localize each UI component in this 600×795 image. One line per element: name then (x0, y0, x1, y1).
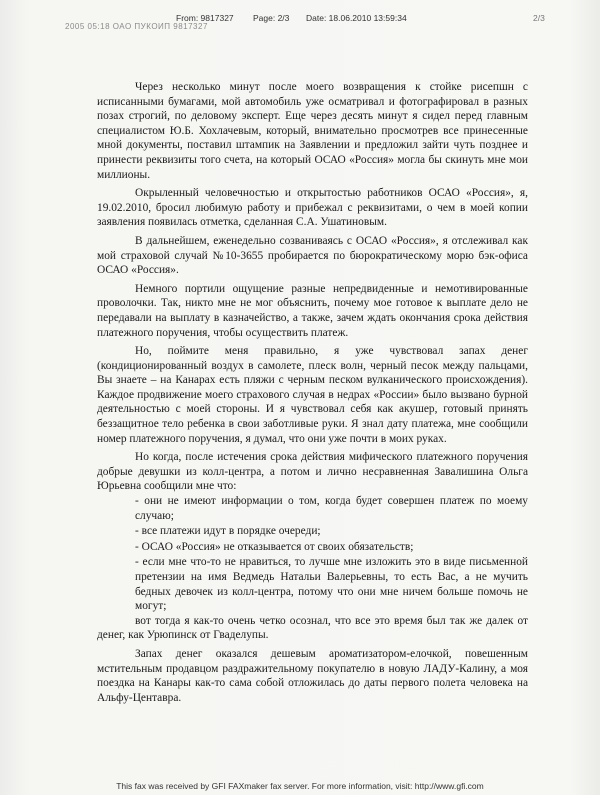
fax-page-mark: 2/3 (533, 13, 545, 23)
paragraph: В дальнейшем, еженедельно созваниваясь с ОСАО «Россия», я отслеживал как мой страховой случай №10-3655 пробирается по бюрократическому морю бэк-офиса ОСАО «Россия». (97, 234, 528, 277)
list-item: - они не имеют информации о том, когда будет совершен платеж по моему случаю; (135, 495, 528, 522)
paragraph: Но когда, после истечения срока действия мифического платежного поручения добрые девушки из колл-центра, а потом и лично несравненная Завалишина Ольга Юрьевна сообщили мне что: (97, 451, 528, 493)
list-item: - если мне что-то не нравиться, то лучше мне изложить это в виде письменной претензии на имя Ведмедь Натальи Валерьевны, то есть Вас, а не мучить бедных девочек из колл-центра, потому что они мне ничем больше помочь не могут; (135, 556, 528, 613)
paragraph: вот тогда я как-то очень четко осознал, что все это время был так же далек от денег, как Урюпинск от Гваделупы. (97, 614, 528, 642)
fax-footer: This fax was received by GFI FAXmaker fax server. For more information, visit: http://www.gfi.com (116, 781, 484, 791)
fax-date: Date: 18.06.2010 13:59:34 (306, 13, 407, 23)
fax-transmission-line: 2005 05:18 ОАО ПУКОИП 9817327 (65, 22, 208, 31)
fax-from: From: 9817327 (176, 13, 234, 23)
list-item: - все платежи идут в порядке очереди; (135, 525, 321, 538)
paragraph: Через несколько минут после моего возвращения к стойке рисепшн с исписанными бумагами, мой автомобиль уже осматривал и фотографировал в разных позах строгий, по деловому эксперт. Еще через десять минут я сидел перед главным специалистом Ю.Б. Хохлачевым, который, внимательно просмотрев все принесенные мной документы, поставил штампик на Заявлении и предложил зайти чуть позднее и принести реквизиты того счета, на который ОСАО «Россия» могла бы скинуть мне мои миллионы. (97, 81, 528, 181)
paragraph: Но, поймите меня правильно, я уже чувствовал запах денег (кондиционированный воздух в самолете, плеск волн, черный песок между пальцами, Вы знаете – на Канарах есть пляжи с черным песком вулканического происхождения). Каждое продвижение моего страхового случая в недрах «России» было вызвано бурной деятельностью с моей стороны. И я чувствовал себя как акушер, готовый принять беззащитное тело ребенка в свои заботливые руки. Я знал дату платежа, мне сообщили номер платежного поручения, я думал, что они уже почти в моих руках. (97, 345, 528, 445)
paragraph: Окрыленный человечностью и открытостью работников ОСАО «Россия», я, 19.02.2010, бросил любимую работу и прибежал с реквизитами, о чем в моей копии заявления появилась отметка, сделанная С.А. Ушатиновым. (97, 187, 528, 229)
list-item: - ОСАО «Россия» не отказывается от своих обязательств; (135, 540, 414, 553)
paragraph: Немного портили ощущение разные непредвиденные и немотивированные проволочки. Так, никто мне не мог объяснить, почему мое готовое к выплате дело не передавали на выплату в казначейство, а также, зачем ждать окончания срока действия платежного поручения, чтобы осуществить платеж. (97, 282, 528, 339)
letter-body (97, 80, 528, 705)
fax-page-number: Page: 2/3 (253, 13, 290, 23)
paragraph: Запах денег оказался дешевым ароматизатором-елочкой, повешенным мстительным продавцом раздражительному покупателю в новую ЛАДУ-Калину, а моя поездка на Канары как-то сама собой отложилась до даты первого полета человека на Альфу-Центавра. (97, 647, 528, 704)
claims-list (97, 494, 528, 614)
